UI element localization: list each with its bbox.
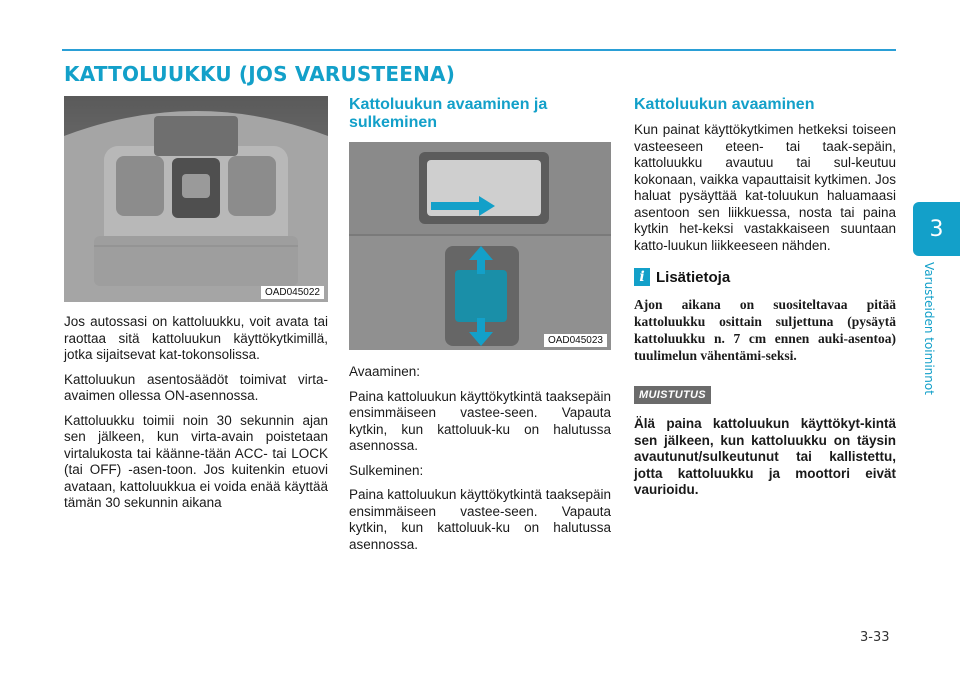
page-number: 3-33 bbox=[860, 630, 890, 645]
column-3 bbox=[634, 96, 896, 499]
chapter-tab[interactable] bbox=[913, 202, 960, 256]
column-2 bbox=[349, 96, 611, 561]
sunroof-switch-illustration bbox=[349, 142, 611, 350]
notice-badge: MUISTUTUS bbox=[634, 386, 711, 404]
opening-text: Paina kattoluukun käyttökytkintä taaksepäin ensimmäiseen vastee-seen. Vapauta kytkin, kun kattoluuk-ku on halutussa asennossa. bbox=[349, 388, 611, 453]
overhead-console-illustration bbox=[64, 96, 328, 302]
paragraph-2: Kattoluukun asentosäädöt toimivat virta-avaimen ollessa ON-asennossa. bbox=[64, 371, 328, 403]
notice-text: Älä paina kattoluukun käyttökyt-kintä sen jälkeen, kun kattoluukku on täysin avautunut/sulkeutunut tai kallistettu, jotta kattoluukku ja moottori eivät vaurioidu. bbox=[634, 416, 896, 497]
opening-label: Avaaminen: bbox=[349, 364, 421, 379]
section-title: KATTOLUUKKU (JOS VARUSTEENA) bbox=[64, 62, 456, 86]
open-text: Kun painat käyttökytkimen hetkeksi toiseen vasteeseen eteen- tai taak-sepäin, kattoluukku avautuu tai sul-keutuu kokonaan, vaikka vapauttaisit kytkimen. Jos haluat pysäyttää kat-toluukun haluamaasi asentoon sen liikkuessa, nosta tai paina kytkin het-keksi vastakkaiseen suuntaan katto-luukun liikkeeseen nähden. bbox=[634, 122, 896, 253]
chapter-name: Varusteiden toiminnot bbox=[922, 262, 936, 395]
overhead-console-photo bbox=[64, 96, 328, 302]
closing-label: Sulkeminen: bbox=[349, 462, 424, 478]
info-text: Ajon aikana on suositeltavaa pitää kattoluukku osittain suljettuna (pysäytä kattoluukku n. 7 cm ennen auki-asentoa) tuulimelun vähentämi-seksi. bbox=[634, 297, 896, 363]
heading-open: Kattoluukun avaaminen bbox=[634, 96, 815, 113]
paragraph-3: Kattoluukku toimii noin 30 sekunnin ajan sen jälkeen, kun virta-avain poistetaan virtalukosta tai käänne-tään ACC- tai LOCK (tai OFF) -asen-toon. Jos kuitenkin etuovi avataan, kattoluukkua ei voida enää käyttää tämän 30 sekunnin aikana bbox=[64, 412, 328, 510]
chapter-number: 3 bbox=[929, 216, 944, 242]
info-title: Lisätietoja bbox=[656, 268, 731, 286]
info-header bbox=[634, 268, 896, 286]
closing-text: Paina kattoluukun käyttökytkintä taaksepäin ensimmäiseen vastee-seen. Vapauta kytkin, kun kattoluuk-ku on halutussa asennossa. bbox=[349, 487, 611, 552]
heading-open-close: Kattoluukun avaaminen ja sulkeminen bbox=[349, 96, 548, 131]
column-1 bbox=[64, 96, 328, 520]
image-caption-1: OAD045022 bbox=[261, 286, 324, 299]
top-rule bbox=[62, 49, 896, 51]
info-icon: i bbox=[634, 268, 650, 286]
paragraph-1: Jos autossasi on kattoluukku, voit avata tai raottaa sitä kattoluukun käyttökytkimillä, jotka sijaitsevat kat-tokonsolissa. bbox=[64, 314, 328, 362]
sunroof-switch-photo bbox=[349, 142, 611, 350]
image-caption-2: OAD045023 bbox=[544, 334, 607, 347]
